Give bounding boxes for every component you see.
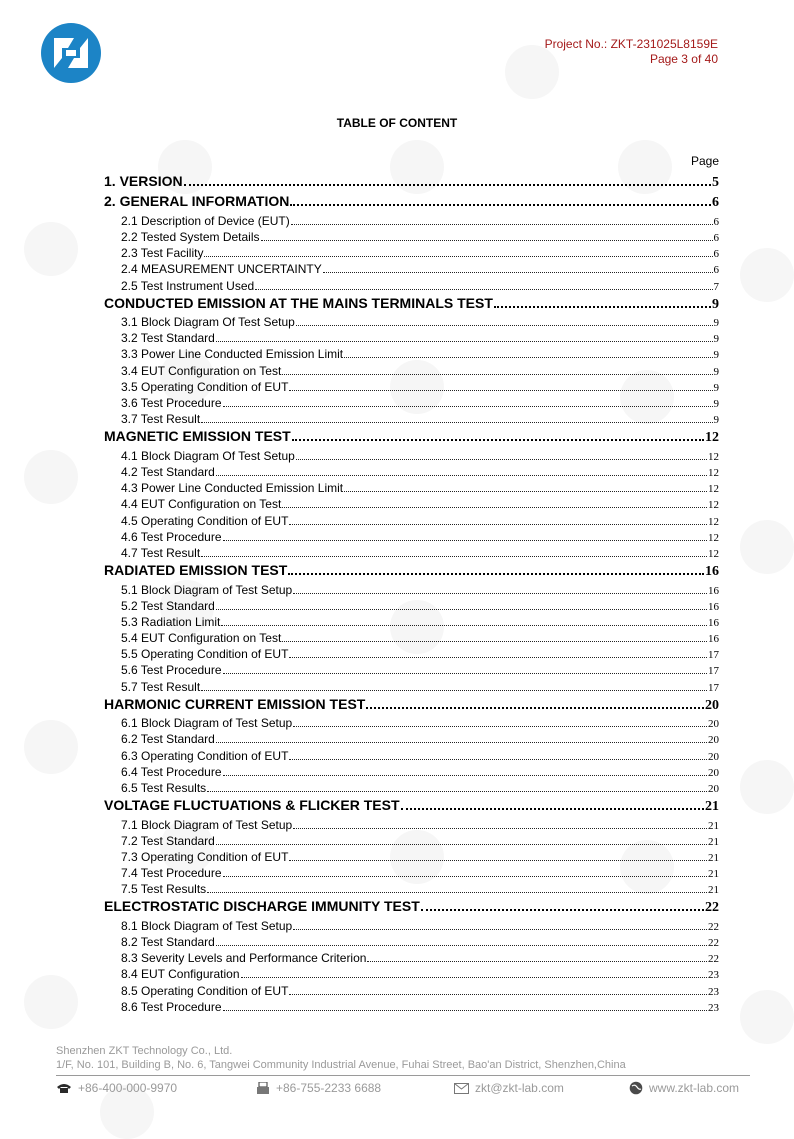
footer-email: [454, 1081, 564, 1095]
toc-entry-page: 6: [713, 264, 719, 277]
toc-section-entry[interactable]: [104, 193, 719, 213]
toc-entry-label: 4.1 Block Diagram Of Test Setup: [121, 448, 295, 463]
footer-contacts: [56, 1081, 750, 1099]
toc-entry-label: 3.5 Operating Condition of EUT: [121, 379, 289, 394]
toc-subsection-entry[interactable]: [104, 749, 719, 765]
toc-entry-label: 1. VERSION: [104, 173, 183, 189]
toc-entry-label: MAGNETIC EMISSION TEST: [104, 428, 291, 445]
toc-subsection-entry[interactable]: [104, 546, 719, 562]
toc-leader-dots: [261, 240, 713, 241]
toc-leader-dots: [293, 593, 707, 594]
toc-leader-dots: [289, 657, 707, 658]
toc-leader-dots: [255, 289, 712, 290]
toc-entry-label: 6.1 Block Diagram of Test Setup: [121, 716, 293, 731]
toc-entry-label: 7.4 Test Procedure: [121, 866, 222, 881]
toc-entry-page: 12: [708, 450, 719, 463]
toc-subsection-entry[interactable]: [104, 818, 719, 834]
watermark-logo: [740, 248, 794, 302]
globe-icon: [629, 1081, 643, 1095]
toc-subsection-entry[interactable]: [104, 935, 719, 951]
toc-section-entry[interactable]: [104, 898, 719, 918]
toc-entry-page: 16: [705, 564, 719, 580]
toc-leader-dots: [296, 325, 713, 326]
toc-entry-page: 9: [713, 381, 719, 394]
footer-website-text: www.zkt-lab.com: [649, 1081, 740, 1095]
toc-entry-page: 20: [705, 697, 719, 713]
toc-leader-dots: [289, 860, 707, 861]
toc-leader-dots: [216, 475, 707, 476]
toc-entry-label: 5.6 Test Procedure: [121, 663, 222, 678]
toc-leader-dots: [184, 184, 711, 186]
toc-subsection-entry[interactable]: [104, 765, 719, 781]
toc-leader-dots: [223, 876, 707, 877]
toc-subsection-entry[interactable]: [104, 246, 719, 262]
toc-entry-page: 23: [708, 985, 719, 998]
toc-leader-dots: [201, 690, 707, 691]
toc-subsection-entry[interactable]: [104, 615, 719, 631]
toc-subsection-entry[interactable]: [104, 663, 719, 679]
toc-leader-dots: [344, 357, 712, 358]
logo-mark-center: [66, 50, 76, 56]
toc-entry-label: 5.7 Test Result: [121, 679, 201, 694]
toc-subsection-entry[interactable]: [104, 514, 719, 530]
watermark-logo: [740, 990, 794, 1044]
footer-divider: [56, 1075, 750, 1076]
toc-entry-label: ELECTROSTATIC DISCHARGE IMMUNITY TEST: [104, 898, 420, 915]
toc-leader-dots: [223, 1010, 707, 1011]
toc-entry-page: 21: [705, 799, 719, 815]
toc-leader-dots: [289, 390, 712, 391]
toc-section-entry[interactable]: [104, 797, 719, 817]
toc-entry-page: 22: [705, 900, 719, 916]
toc-entry-page: 12: [708, 467, 719, 479]
toc-entry-page: 9: [712, 296, 719, 312]
toc-entry-page: 9: [713, 398, 719, 411]
toc-subsection-entry[interactable]: [104, 380, 719, 396]
toc-entry-label: 4.4 EUT Configuration on Test: [121, 497, 282, 512]
toc-page-heading: Page: [690, 154, 719, 168]
toc-leader-dots: [292, 439, 704, 441]
toc-leader-dots: [216, 844, 707, 845]
toc-subsection-entry[interactable]: [104, 315, 719, 331]
toc-entry-label: 2.4 MEASUREMENT UNCERTAINTY: [121, 262, 322, 277]
toc-leader-dots: [207, 892, 707, 893]
toc-leader-dots: [223, 673, 707, 674]
toc-entry-page: 12: [708, 547, 719, 560]
toc-entry-label: 8.1 Block Diagram of Test Setup: [121, 918, 293, 933]
toc-entry-label: 3.6 Test Procedure: [121, 396, 222, 411]
toc-section-entry[interactable]: [104, 562, 719, 582]
toc-entry-page: 9: [713, 317, 719, 330]
footer-company: Shenzhen ZKT Technology Co., Ltd.: [56, 1045, 233, 1057]
toc-entry-label: 3.1 Block Diagram Of Test Setup: [121, 315, 295, 330]
toc-leader-dots: [216, 609, 707, 610]
toc-entry-page: 22: [708, 937, 719, 950]
toc-subsection-entry[interactable]: [104, 262, 719, 278]
toc-entry-page: 20: [708, 734, 719, 747]
toc-entry-label: 3.7 Test Result: [121, 412, 201, 427]
toc-entry-label: 2. GENERAL INFORMATION: [104, 193, 290, 210]
watermark-logo: [740, 760, 794, 814]
toc-subsection-entry[interactable]: [104, 716, 719, 732]
toc-leader-dots: [421, 909, 704, 911]
toc-subsection-entry[interactable]: [104, 331, 719, 347]
toc-entry-page: 12: [708, 515, 719, 528]
toc-entry-page: 20: [708, 766, 719, 779]
toc-subsection-entry[interactable]: [104, 1000, 719, 1016]
watermark-logo: [24, 450, 78, 504]
toc-entry-label: VOLTAGE FLUCTUATIONS & FLICKER TEST: [104, 797, 400, 814]
toc-entry-page: 23: [708, 1001, 719, 1014]
toc-leader-dots: [282, 641, 707, 642]
toc-entry-page: 21: [708, 884, 719, 897]
toc-entry-page: 16: [708, 600, 719, 613]
toc-leader-dots: [291, 224, 713, 225]
toc-subsection-entry[interactable]: [104, 834, 719, 850]
toc-entry-label: HARMONIC CURRENT EMISSION TEST: [104, 695, 366, 712]
toc-subsection-entry[interactable]: [104, 631, 719, 647]
toc-subsection-entry[interactable]: [104, 919, 719, 935]
footer-website: [629, 1081, 739, 1095]
toc-entry-page: 16: [708, 584, 719, 597]
toc-subsection-entry[interactable]: [104, 465, 719, 481]
toc-entry-page: 23: [708, 969, 719, 982]
toc-subsection-entry[interactable]: [104, 732, 719, 748]
toc-subsection-entry[interactable]: [104, 866, 719, 882]
toc-leader-dots: [216, 341, 713, 342]
watermark-logo: [740, 520, 794, 574]
toc-subsection-entry[interactable]: [104, 882, 719, 898]
toc-subsection-entry[interactable]: [104, 583, 719, 599]
toc-entry-page: 21: [708, 835, 719, 848]
toc-entry-page: 12: [708, 499, 719, 512]
toc-leader-dots: [223, 775, 707, 776]
toc-subsection-entry[interactable]: [104, 449, 719, 465]
project-info: [545, 37, 718, 67]
table-of-contents: [104, 173, 719, 1016]
toc-subsection-entry[interactable]: [104, 951, 719, 967]
company-logo: [40, 22, 102, 84]
toc-subsection-entry[interactable]: [104, 850, 719, 866]
toc-entry-label: 2.2 Tested System Details: [121, 229, 260, 244]
toc-entry-page: 6: [713, 248, 719, 261]
toc-subsection-entry[interactable]: [104, 599, 719, 615]
toc-entry-label: 2.1 Description of Device (EUT): [121, 213, 290, 228]
toc-leader-dots: [282, 374, 712, 375]
toc-leader-dots: [367, 961, 707, 962]
toc-entry-label: CONDUCTED EMISSION AT THE MAINS TERMINALS TEST: [104, 294, 493, 311]
toc-entry-page: 16: [708, 633, 719, 646]
toc-leader-dots: [494, 306, 711, 308]
toc-leader-dots: [223, 540, 707, 541]
toc-leader-dots: [204, 256, 712, 257]
toc-entry-label: 7.5 Test Results: [121, 882, 207, 897]
toc-entry-label: 6.2 Test Standard: [121, 732, 215, 747]
toc-title: TABLE OF CONTENT: [336, 116, 458, 130]
toc-subsection-entry[interactable]: [104, 647, 719, 663]
toc-entry-label: 3.3 Power Line Conducted Emission Limit: [121, 347, 344, 362]
toc-leader-dots: [221, 625, 707, 626]
toc-leader-dots: [344, 491, 707, 492]
toc-entry-label: 4.2 Test Standard: [121, 465, 215, 479]
toc-entry-label: 8.5 Operating Condition of EUT: [121, 983, 289, 998]
toc-subsection-entry[interactable]: [104, 984, 719, 1000]
toc-entry-label: 2.3 Test Facility: [121, 246, 204, 261]
footer-fax-text: +86-755-2233 6688: [276, 1081, 382, 1095]
toc-subsection-entry[interactable]: [104, 230, 719, 246]
toc-entry-page: 6: [712, 195, 719, 211]
toc-leader-dots: [293, 929, 707, 930]
toc-entry-page: 12: [708, 531, 719, 544]
toc-leader-dots: [241, 977, 707, 978]
toc-leader-dots: [289, 994, 707, 995]
toc-subsection-entry[interactable]: [104, 530, 719, 546]
toc-entry-page: 21: [708, 851, 719, 864]
toc-entry-page: 16: [708, 616, 719, 629]
toc-entry-page: 9: [713, 414, 719, 427]
toc-entry-page: 17: [708, 649, 719, 662]
toc-leader-dots: [289, 524, 707, 525]
watermark-logo: [24, 222, 78, 276]
toc-entry-label: 6.3 Operating Condition of EUT: [121, 748, 289, 763]
toc-entry-label: 8.3 Severity Levels and Performance Criterion: [121, 951, 367, 966]
toc-entry-label: 3.2 Test Standard: [121, 331, 215, 346]
toc-entry-page: 20: [708, 750, 719, 763]
footer-fax: [256, 1081, 381, 1095]
toc-subsection-entry[interactable]: [104, 347, 719, 363]
toc-entry-page: 17: [708, 665, 719, 678]
toc-leader-dots: [216, 742, 707, 743]
toc-entry-label: 8.4 EUT Configuration: [121, 967, 240, 982]
toc-entry-label: RADIATED EMISSION TEST: [104, 562, 288, 579]
toc-leader-dots: [216, 945, 707, 946]
toc-subsection-entry[interactable]: [104, 481, 719, 497]
toc-subsection-entry[interactable]: [104, 214, 719, 230]
watermark-logo: [24, 720, 78, 774]
toc-leader-dots: [293, 828, 707, 829]
toc-entry-page: 20: [708, 782, 719, 795]
toc-entry-label: 6.5 Test Results: [121, 780, 207, 795]
footer-phone-text: +86-400-000-9970: [78, 1081, 178, 1095]
toc-entry-label: 7.1 Block Diagram of Test Setup: [121, 817, 293, 832]
toc-subsection-entry[interactable]: [104, 279, 719, 295]
toc-entry-page: 9: [713, 349, 719, 362]
toc-entry-label: 5.1 Block Diagram of Test Setup: [121, 582, 293, 597]
toc-leader-dots: [366, 707, 704, 709]
page-indicator: Page 3 of 40: [649, 52, 718, 66]
toc-entry-page: 21: [708, 868, 719, 881]
toc-entry-page: 17: [708, 681, 719, 694]
toc-leader-dots: [288, 573, 704, 575]
toc-leader-dots: [401, 808, 704, 810]
toc-section-entry[interactable]: [104, 173, 719, 193]
project-number: Project No.: ZKT-231025L8159E: [544, 37, 718, 51]
toc-entry-label: 4.6 Test Procedure: [121, 529, 222, 544]
toc-entry-label: 5.2 Test Standard: [121, 598, 215, 613]
toc-entry-label: 3.4 EUT Configuration on Test: [121, 363, 282, 378]
toc-entry-label: 2.5 Test Instrument Used: [121, 278, 255, 293]
toc-entry-page: 7: [713, 280, 719, 293]
toc-section-entry[interactable]: [104, 295, 719, 315]
toc-entry-label: 4.3 Power Line Conducted Emission Limit: [121, 481, 344, 496]
toc-subsection-entry[interactable]: [104, 364, 719, 380]
toc-entry-page: 12: [708, 483, 719, 496]
toc-entry-page: 12: [705, 430, 719, 446]
toc-leader-dots: [296, 459, 707, 460]
toc-section-entry[interactable]: [104, 696, 719, 716]
toc-entry-label: 7.2 Test Standard: [121, 833, 215, 848]
toc-entry-page: 9: [713, 333, 719, 346]
footer-address: 1/F, No. 101, Building B, No. 6, Tangwei Community Industrial Avenue, Fuhai Street, Bao'an District, Shenzhen,China: [56, 1059, 626, 1071]
toc-entry-page: 22: [708, 920, 719, 933]
toc-leader-dots: [201, 422, 712, 423]
footer-email-text: zkt@zkt-lab.com: [475, 1081, 564, 1095]
toc-leader-dots: [282, 507, 707, 508]
phone-icon: [56, 1082, 72, 1094]
toc-entry-page: 22: [708, 953, 719, 966]
toc-entry-label: 8.2 Test Standard: [121, 935, 215, 950]
toc-entry-label: 4.7 Test Result: [121, 545, 201, 560]
footer-phone: [56, 1081, 177, 1095]
toc-entry-page: 9: [713, 365, 719, 378]
toc-entry-label: 5.5 Operating Condition of EUT: [121, 647, 289, 662]
toc-entry-label: 5.4 EUT Configuration on Test: [121, 631, 282, 646]
watermark-logo: [24, 975, 78, 1029]
toc-subsection-entry[interactable]: [104, 396, 719, 412]
toc-leader-dots: [290, 204, 711, 206]
toc-leader-dots: [201, 556, 707, 557]
email-icon: [454, 1083, 469, 1094]
toc-leader-dots: [207, 791, 707, 792]
toc-subsection-entry[interactable]: [104, 781, 719, 797]
toc-entry-label: 5.3 Radiation Limit: [121, 614, 221, 629]
toc-entry-label: 6.4 Test Procedure: [121, 764, 222, 779]
toc-section-entry[interactable]: [104, 428, 719, 448]
toc-subsection-entry[interactable]: [104, 412, 719, 428]
toc-entry-page: 6: [713, 215, 719, 228]
fax-icon: [256, 1082, 270, 1095]
toc-entry-page: 21: [708, 819, 719, 832]
toc-leader-dots: [323, 272, 713, 273]
toc-leader-dots: [293, 726, 707, 727]
toc-entry-page: 20: [708, 718, 719, 731]
toc-entry-label: 4.5 Operating Condition of EUT: [121, 513, 289, 528]
toc-entry-page: 6: [713, 231, 719, 244]
toc-subsection-entry[interactable]: [104, 497, 719, 513]
toc-subsection-entry[interactable]: [104, 967, 719, 983]
toc-subsection-entry[interactable]: [104, 680, 719, 696]
toc-entry-label: 7.3 Operating Condition of EUT: [121, 849, 289, 864]
toc-leader-dots: [223, 406, 713, 407]
toc-entry-label: 8.6 Test Procedure: [121, 999, 222, 1014]
toc-leader-dots: [289, 759, 707, 760]
toc-entry-page: 5: [712, 175, 719, 190]
